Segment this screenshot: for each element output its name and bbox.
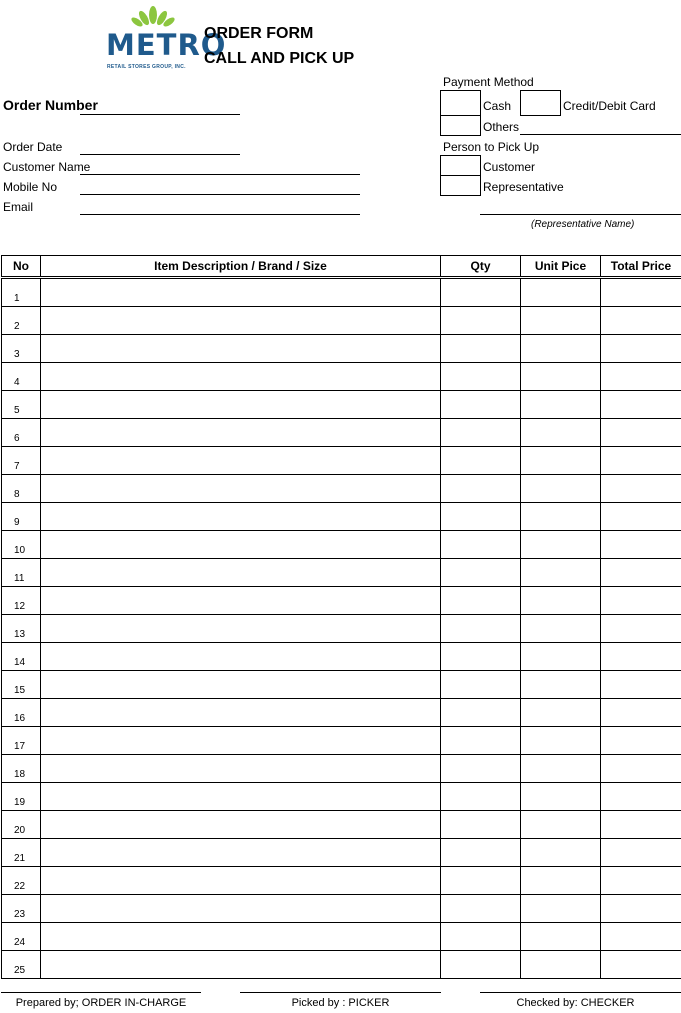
- column-header-no: No: [2, 256, 41, 278]
- mobile-no-label: Mobile No: [3, 180, 58, 194]
- table-row: [2, 643, 681, 671]
- description-cell[interactable]: [41, 503, 441, 531]
- description-cell[interactable]: [41, 335, 441, 363]
- total-price-cell[interactable]: [601, 419, 681, 447]
- total-price-cell[interactable]: [601, 643, 681, 671]
- total-price-cell[interactable]: [601, 727, 681, 755]
- picked-by-label: Picked by : PICKER: [291, 997, 390, 1009]
- row-number: 16: [2, 699, 41, 727]
- table-header-row: [2, 256, 681, 278]
- row-number: 21: [2, 839, 41, 867]
- row-number: 3: [2, 335, 41, 363]
- total-price-cell[interactable]: [601, 307, 681, 335]
- total-price-cell[interactable]: [601, 531, 681, 559]
- order-number-label: Order Number: [3, 97, 98, 113]
- unit-price-cell[interactable]: [521, 615, 601, 643]
- total-price-cell[interactable]: [601, 447, 681, 475]
- order-number-field[interactable]: [80, 114, 240, 115]
- description-cell[interactable]: [41, 951, 441, 979]
- row-number: 23: [2, 895, 41, 923]
- qty-cell[interactable]: [441, 503, 521, 531]
- picked-by-line[interactable]: [240, 992, 441, 993]
- total-price-cell[interactable]: [601, 587, 681, 615]
- description-cell[interactable]: [41, 419, 441, 447]
- table-row: [2, 755, 681, 783]
- representative-checkbox[interactable]: [440, 175, 481, 196]
- column-header-unit-price: Unit Pice: [521, 256, 601, 278]
- qty-cell[interactable]: [441, 755, 521, 783]
- customer-name-field[interactable]: [80, 174, 360, 175]
- unit-price-cell[interactable]: [521, 839, 601, 867]
- row-number: 10: [2, 531, 41, 559]
- description-cell[interactable]: [41, 783, 441, 811]
- qty-cell[interactable]: [441, 783, 521, 811]
- table-row: [2, 923, 681, 951]
- customer-label: Customer: [483, 160, 536, 174]
- table-row: [2, 727, 681, 755]
- description-cell[interactable]: [41, 867, 441, 895]
- description-cell[interactable]: [41, 643, 441, 671]
- description-cell[interactable]: [41, 923, 441, 951]
- others-label: Others: [483, 120, 520, 134]
- logo-brand: METRO: [106, 28, 227, 62]
- qty-cell[interactable]: [441, 811, 521, 839]
- table-row: [2, 895, 681, 923]
- table-row: [2, 335, 681, 363]
- table-row: [2, 559, 681, 587]
- pickup-heading: Person to Pick Up: [443, 140, 540, 154]
- qty-cell[interactable]: [441, 615, 521, 643]
- items-table: [1, 255, 681, 979]
- leaf-icon: [130, 6, 176, 28]
- qty-cell[interactable]: [441, 671, 521, 699]
- qty-cell[interactable]: [441, 278, 521, 307]
- unit-price-cell[interactable]: [521, 391, 601, 419]
- row-number: 19: [2, 783, 41, 811]
- row-number: 25: [2, 951, 41, 979]
- unit-price-cell[interactable]: [521, 895, 601, 923]
- representative-name-caption: (Representative Name): [531, 219, 635, 230]
- total-price-cell[interactable]: [601, 391, 681, 419]
- table-row: [2, 307, 681, 335]
- row-number: 12: [2, 587, 41, 615]
- table-row: [2, 951, 681, 979]
- unit-price-cell[interactable]: [521, 531, 601, 559]
- unit-price-cell[interactable]: [521, 643, 601, 671]
- total-price-cell[interactable]: [601, 755, 681, 783]
- row-number: 18: [2, 755, 41, 783]
- column-header-qty: Qty: [441, 256, 521, 278]
- order-date-label: Order Date: [3, 140, 63, 154]
- qty-cell[interactable]: [441, 447, 521, 475]
- table-row: [2, 615, 681, 643]
- description-cell[interactable]: [41, 839, 441, 867]
- row-number: 2: [2, 307, 41, 335]
- row-number: 22: [2, 867, 41, 895]
- table-row: [2, 867, 681, 895]
- qty-cell[interactable]: [441, 559, 521, 587]
- qty-cell[interactable]: [441, 951, 521, 979]
- mobile-no-field[interactable]: [80, 194, 360, 195]
- unit-price-cell[interactable]: [521, 867, 601, 895]
- row-number: 14: [2, 643, 41, 671]
- description-cell[interactable]: [41, 699, 441, 727]
- total-price-cell[interactable]: [601, 951, 681, 979]
- qty-cell[interactable]: [441, 475, 521, 503]
- total-price-cell[interactable]: [601, 559, 681, 587]
- cash-checkbox[interactable]: [440, 90, 481, 116]
- qty-cell[interactable]: [441, 727, 521, 755]
- unit-price-cell[interactable]: [521, 559, 601, 587]
- others-checkbox[interactable]: [440, 115, 481, 136]
- form-subtitle: CALL AND PICK UP: [204, 50, 355, 67]
- table-row: [2, 699, 681, 727]
- unit-price-cell[interactable]: [521, 335, 601, 363]
- total-price-cell[interactable]: [601, 699, 681, 727]
- row-number: 7: [2, 447, 41, 475]
- description-cell[interactable]: [41, 363, 441, 391]
- description-cell[interactable]: [41, 811, 441, 839]
- row-number: 13: [2, 615, 41, 643]
- total-price-cell[interactable]: [601, 278, 681, 307]
- table-row: [2, 531, 681, 559]
- total-price-cell[interactable]: [601, 615, 681, 643]
- total-price-cell[interactable]: [601, 783, 681, 811]
- table-row: [2, 447, 681, 475]
- total-price-cell[interactable]: [601, 335, 681, 363]
- qty-cell[interactable]: [441, 699, 521, 727]
- row-number: 17: [2, 727, 41, 755]
- table-row: [2, 503, 681, 531]
- email-label: Email: [3, 200, 34, 214]
- payment-method-heading: Payment Method: [443, 75, 534, 89]
- description-cell[interactable]: [41, 895, 441, 923]
- unit-price-cell[interactable]: [521, 811, 601, 839]
- description-cell[interactable]: [41, 727, 441, 755]
- order-date-field[interactable]: [80, 154, 240, 155]
- row-number: 8: [2, 475, 41, 503]
- form-title: ORDER FORM: [204, 25, 314, 42]
- total-price-cell[interactable]: [601, 923, 681, 951]
- unit-price-cell[interactable]: [521, 587, 601, 615]
- description-cell[interactable]: [41, 531, 441, 559]
- description-cell[interactable]: [41, 755, 441, 783]
- representative-name-field[interactable]: [480, 214, 681, 215]
- qty-cell[interactable]: [441, 307, 521, 335]
- row-number: 5: [2, 391, 41, 419]
- total-price-cell[interactable]: [601, 503, 681, 531]
- qty-cell[interactable]: [441, 531, 521, 559]
- description-cell[interactable]: [41, 307, 441, 335]
- total-price-cell[interactable]: [601, 839, 681, 867]
- column-header-description: Item Description / Brand / Size: [41, 256, 441, 278]
- description-cell[interactable]: [41, 587, 441, 615]
- unit-price-cell[interactable]: [521, 699, 601, 727]
- unit-price-cell[interactable]: [521, 447, 601, 475]
- row-number: 6: [2, 419, 41, 447]
- qty-cell[interactable]: [441, 391, 521, 419]
- table-row: [2, 475, 681, 503]
- table-row: [2, 363, 681, 391]
- customer-name-label: Customer Name: [3, 160, 91, 174]
- qty-cell[interactable]: [441, 839, 521, 867]
- others-field[interactable]: [520, 134, 681, 135]
- unit-price-cell[interactable]: [521, 755, 601, 783]
- table-row: [2, 419, 681, 447]
- table-row: [2, 671, 681, 699]
- unit-price-cell[interactable]: [521, 727, 601, 755]
- unit-price-cell[interactable]: [521, 419, 601, 447]
- table-row: [2, 587, 681, 615]
- description-cell[interactable]: [41, 391, 441, 419]
- description-cell[interactable]: [41, 447, 441, 475]
- total-price-cell[interactable]: [601, 867, 681, 895]
- table-row: [2, 783, 681, 811]
- logo-subtitle: RETAIL STORES GROUP, INC.: [107, 64, 186, 70]
- unit-price-cell[interactable]: [521, 923, 601, 951]
- row-number: 9: [2, 503, 41, 531]
- row-number: 20: [2, 811, 41, 839]
- total-price-cell[interactable]: [601, 475, 681, 503]
- total-price-cell[interactable]: [601, 363, 681, 391]
- card-label: Credit/Debit Card: [563, 99, 656, 113]
- checked-by-line[interactable]: [480, 992, 681, 993]
- description-cell[interactable]: [41, 615, 441, 643]
- row-number: 1: [2, 278, 41, 307]
- customer-checkbox[interactable]: [440, 155, 481, 176]
- row-number: 11: [2, 559, 41, 587]
- column-header-total-price: Total Price: [601, 256, 681, 278]
- cash-label: Cash: [483, 99, 512, 113]
- table-row: [2, 839, 681, 867]
- unit-price-cell[interactable]: [521, 307, 601, 335]
- qty-cell[interactable]: [441, 867, 521, 895]
- total-price-cell[interactable]: [601, 895, 681, 923]
- qty-cell[interactable]: [441, 643, 521, 671]
- qty-cell[interactable]: [441, 335, 521, 363]
- checked-by-label: Checked by: CHECKER: [516, 997, 635, 1009]
- unit-price-cell[interactable]: [521, 671, 601, 699]
- qty-cell[interactable]: [441, 895, 521, 923]
- card-checkbox[interactable]: [520, 90, 561, 116]
- total-price-cell[interactable]: [601, 811, 681, 839]
- unit-price-cell[interactable]: [521, 951, 601, 979]
- email-field[interactable]: [80, 214, 360, 215]
- company-logo: [106, 6, 227, 72]
- row-number: 15: [2, 671, 41, 699]
- description-cell[interactable]: [41, 278, 441, 307]
- prepared-by-label: Prepared by; ORDER IN-CHARGE: [15, 997, 187, 1009]
- total-price-cell[interactable]: [601, 671, 681, 699]
- unit-price-cell[interactable]: [521, 475, 601, 503]
- qty-cell[interactable]: [441, 419, 521, 447]
- unit-price-cell[interactable]: [521, 503, 601, 531]
- qty-cell[interactable]: [441, 587, 521, 615]
- unit-price-cell[interactable]: [521, 363, 601, 391]
- qty-cell[interactable]: [441, 363, 521, 391]
- qty-cell[interactable]: [441, 923, 521, 951]
- unit-price-cell[interactable]: [521, 783, 601, 811]
- prepared-by-line[interactable]: [1, 992, 201, 993]
- description-cell[interactable]: [41, 559, 441, 587]
- unit-price-cell[interactable]: [521, 278, 601, 307]
- table-row: [2, 391, 681, 419]
- table-row: [2, 811, 681, 839]
- row-number: 4: [2, 363, 41, 391]
- description-cell[interactable]: [41, 475, 441, 503]
- description-cell[interactable]: [41, 671, 441, 699]
- table-row: [2, 278, 681, 307]
- row-number: 24: [2, 923, 41, 951]
- representative-label: Representative: [483, 180, 564, 194]
